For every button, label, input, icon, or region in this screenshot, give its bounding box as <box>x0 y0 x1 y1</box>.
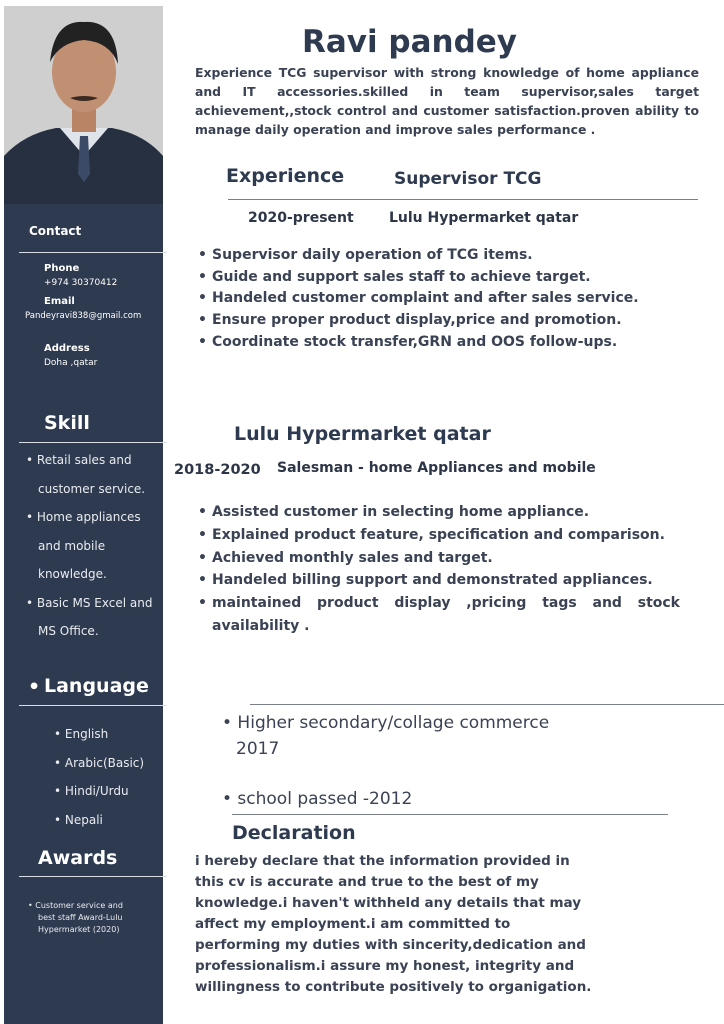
list-item: • Handeled customer complaint and after sales service. <box>198 288 650 310</box>
phone-value: +974 30370412 <box>44 278 118 288</box>
list-item: • Handeled billing support and demonstrated appliances. <box>198 569 680 592</box>
skill-line: customer service. <box>38 481 146 496</box>
list-item: • Coordinate stock transfer,GRN and OOS follow-ups. <box>198 332 650 354</box>
list-item: • Explained product feature, specification and comparison. <box>198 524 680 547</box>
skill-line: • Basic MS Excel and <box>26 595 153 610</box>
experience-heading: Experience <box>226 165 345 187</box>
language-bullet: • <box>28 676 41 698</box>
list-item: • Supervisor daily operation of TCG items. <box>198 245 650 267</box>
job2-period: 2018-2020 <box>174 462 261 478</box>
list-item: • Assisted customer in selecting home appliance. <box>198 501 680 524</box>
education-item-2: • school passed -2012 <box>222 789 413 809</box>
awards-list <box>28 900 123 936</box>
skill-line: • Home appliances <box>26 510 141 524</box>
declaration-line: this cv is accurate and true to the best of my <box>195 874 539 890</box>
job1-period: 2020-present <box>248 210 354 226</box>
list-item: • maintained product display ,pricing tags and stock availability . <box>198 592 680 638</box>
declaration-heading: Declaration <box>232 822 356 844</box>
award-line: Hypermarket (2020) <box>38 925 120 934</box>
list-item: • Achieved monthly sales and target. <box>198 547 680 570</box>
declaration-line: professionalism.i assure my honest, integrity and <box>195 958 575 974</box>
person-photo-icon <box>4 6 163 204</box>
contact-heading: Contact <box>29 224 82 238</box>
declaration-divider <box>232 814 668 815</box>
skill-line: • Retail sales and <box>26 453 132 467</box>
candidate-name: Ravi pandey <box>302 24 518 60</box>
language-heading: Language <box>44 675 149 697</box>
job2-company: Lulu Hypermarket qatar <box>234 423 491 445</box>
skill-line: MS Office. <box>38 624 99 638</box>
job2-title: Salesman - home Appliances and mobile <box>277 460 596 476</box>
awards-heading: Awards <box>38 847 118 869</box>
education-item-1: • Higher secondary/collage commerce <box>222 713 550 733</box>
language-item: • Hindi/Urdu <box>54 784 129 798</box>
declaration-line: performing my duties with sincerity,dedication and <box>195 937 586 953</box>
contact-divider <box>19 252 167 253</box>
declaration-line: i hereby declare that the information provided in <box>195 853 570 869</box>
skill-divider <box>19 442 167 443</box>
profile-summary: Experience TCG supervisor with strong knowledge of home appliance and IT accessories.skilled in team supervisor,sales target achievement,,stock control and customer satisfaction.proven ability to manage daily operation and improve sales performance . <box>195 65 699 137</box>
profile-photo <box>4 6 163 204</box>
job2-bullets <box>198 501 680 638</box>
language-item: • Arabic(Basic) <box>54 755 145 770</box>
sidebar <box>4 204 163 1024</box>
declaration-line: knowledge.i haven't withheld any details that may <box>195 895 582 911</box>
list-item: • Guide and support sales staff to achieve target. <box>198 267 650 289</box>
job1-bullets <box>198 245 650 354</box>
job1-title: Supervisor TCG <box>394 169 542 189</box>
education-divider <box>250 704 724 705</box>
education-item-1-year: 2017 <box>236 739 280 759</box>
list-item: • Ensure proper product display,price and promotion. <box>198 310 650 332</box>
skill-list <box>26 446 152 646</box>
language-divider <box>19 705 167 706</box>
skill-line: and mobile <box>38 538 106 553</box>
email-label: Email <box>44 296 75 307</box>
award-line: • Customer service and <box>28 901 123 910</box>
declaration-line: affect my employment.i am committed to <box>195 916 511 932</box>
address-value: Doha ,qatar <box>44 358 98 368</box>
language-item: • Nepali <box>54 812 103 827</box>
skill-line: knowledge. <box>38 567 107 581</box>
skill-heading: Skill <box>44 412 90 434</box>
declaration-text <box>195 851 591 998</box>
award-line: best staff Award-Lulu <box>38 913 123 922</box>
language-item: • English <box>54 727 109 741</box>
address-label: Address <box>44 343 90 354</box>
phone-label: Phone <box>44 263 80 274</box>
declaration-line: willingness to contribute positively to organigation. <box>195 979 592 995</box>
language-list <box>54 720 144 834</box>
job1-company: Lulu Hypermarket qatar <box>389 210 579 226</box>
experience-divider <box>228 199 698 200</box>
email-value: Pandeyravi838@gmail.com <box>25 311 142 321</box>
awards-divider <box>19 876 167 877</box>
